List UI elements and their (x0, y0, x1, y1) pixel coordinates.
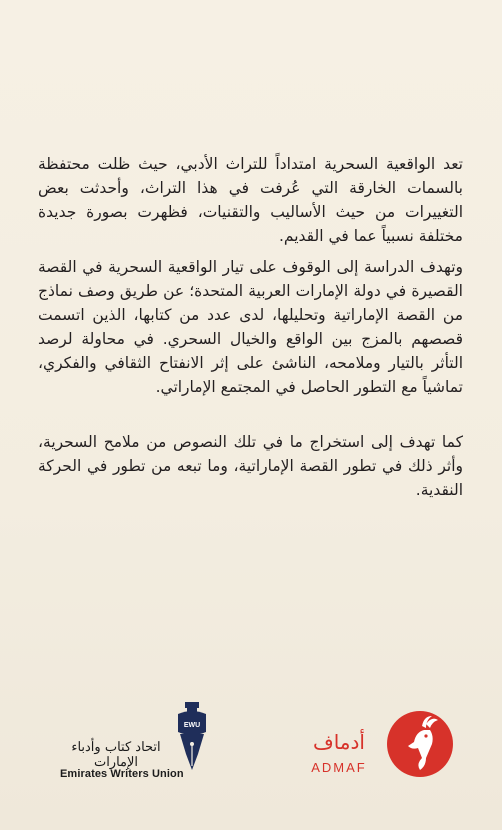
paragraph-text: وتهدف الدراسة إلى الوقوف على تيار الواقعية السحرية في القصة القصيرة في دولة الإمارات العربية المتحدة؛ عن طريق وصف نماذج من القصة الإماراتية وتحليلها، لدى عدد من كتابها، الذين اتسمت قصصهم بالمزج بين الواقع والخيال السحري. في محاولة لرصد التأثر بالتيار وملامحه، الناشئ على إثر الانفتاح الثقافي والفكري، تماشياً مع التطور الحاصل في المجتمع الإماراتي. (38, 258, 463, 396)
admaf-logo (298, 704, 468, 784)
publisher-logos (0, 690, 502, 810)
gazelle-icon (386, 710, 454, 778)
body-paragraph-1 (38, 152, 463, 248)
admaf-arabic-name: أدماف (312, 730, 365, 754)
admaf-english-name: ADMAF (311, 760, 367, 775)
ewu-emblem-text: EWU (183, 722, 201, 729)
ewu-english-name: Emirates Writers Union (60, 768, 184, 780)
paragraph-text: كما تهدف إلى استخراج ما في تلك النصوص من ملامح السحرية، وأثر ذلك في تطور القصة الإماراتية، وما تبعه من تطور في الحركة النقدية. (38, 433, 463, 499)
body-paragraph-3 (38, 430, 463, 502)
paragraph-text: تعد الواقعية السحرية امتداداً للتراث الأدبي، حيث ظلت محتفظة بالسمات الخارقة التي عُرفت في هذا التراث، وأحدثت بعض التغييرات من حيث الأساليب والتقنيات، فظهرت بصورة جديدة مختلفة نسبياً عما في القديم. (38, 155, 463, 245)
ewu-logo (60, 702, 230, 782)
pen-nib-icon (172, 702, 212, 772)
body-paragraph-2 (38, 255, 463, 399)
ewu-arabic-name: اتحاد كتاب وأدباء الإمارات (71, 740, 161, 770)
